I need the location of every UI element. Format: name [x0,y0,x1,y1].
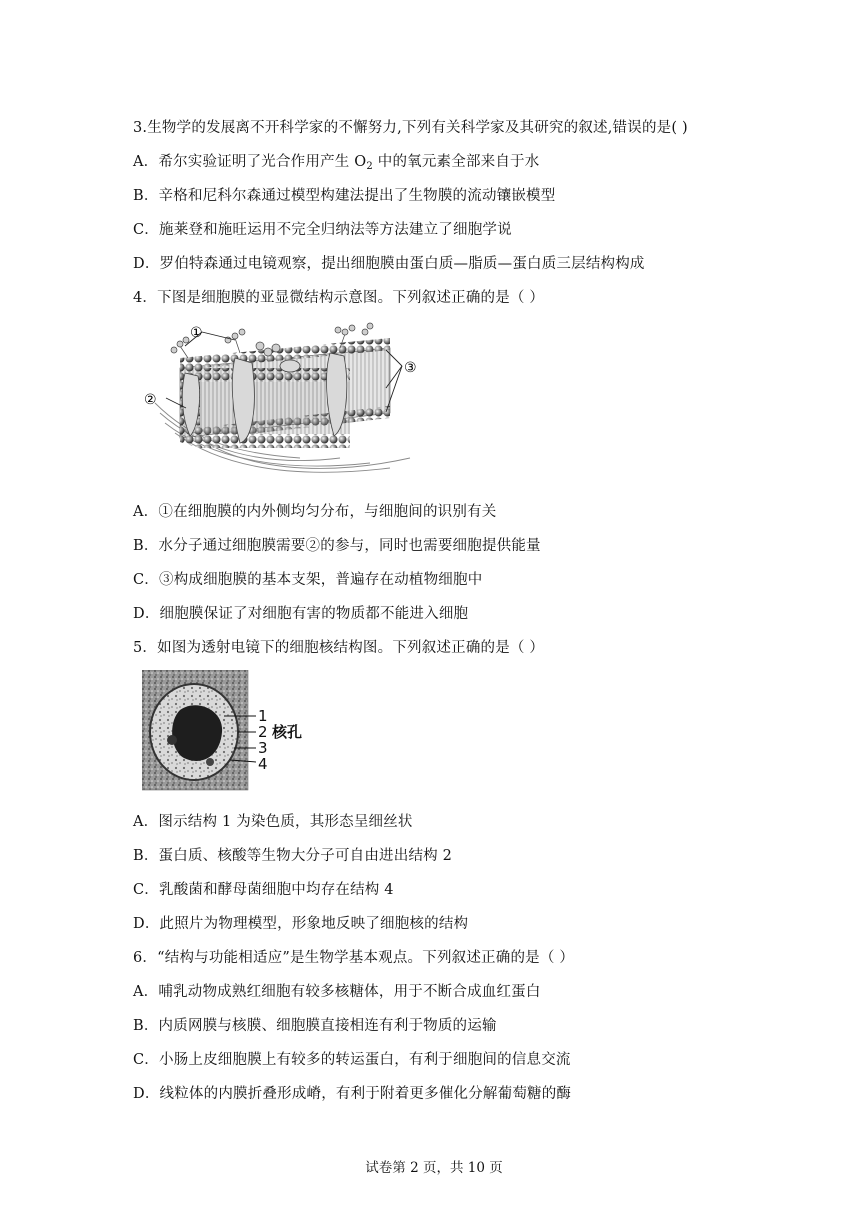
figure-label-4: 4 [258,755,268,773]
nucleus-micrograph [142,670,327,795]
question-4-option-b: B．水分子通过细胞膜需要②的参与，同时也需要细胞提供能量 [133,538,541,554]
question-4-stem: 4．下图是细胞膜的亚显微结构示意图。下列叙述正确的是（ ） [133,290,545,306]
question-5-option-c: C．乳酸菌和酵母菌细胞中均存在结构 4 [133,882,394,898]
question-5-option-d: D．此照片为物理模型，形象地反映了细胞核的结构 [133,916,469,932]
figure-label-1: ① [190,325,203,341]
question-6-option-b: B．内质网膜与核膜、细胞膜直接相连有利于物质的运输 [133,1018,497,1034]
subscript: 2 [366,161,373,172]
cell-membrane-diagram [140,318,440,483]
question-3-option-d: D．罗伯特森通过电镜观察，提出细胞膜由蛋白质—脂质—蛋白质三层结构构成 [133,256,645,272]
question-3-option-c: C．施莱登和施旺运用不完全归纳法等方法建立了细胞学说 [133,222,512,238]
figure-label-1: 1 [258,707,268,725]
question-5-option-a: A．图示结构 1 为染色质，其形态呈细丝状 [133,814,413,830]
question-6-stem: 6．“结构与功能相适应”是生物学基本观点。下列叙述正确的是（ ） [133,950,575,966]
option-text: 中的氧元素全部来自于水 [372,154,540,170]
figure-label-3: ③ [404,360,417,376]
question-6-option-a: A．哺乳动物成熟红细胞有较多核糖体，用于不断合成血红蛋白 [133,984,541,1000]
question-4-option-a: A．①在细胞膜的内外侧均匀分布，与细胞间的识别有关 [133,504,497,520]
page-footer: 试卷第 2 页，共 10 页 [365,1160,503,1176]
figure-label-nuclear-pore: 核孔 [272,723,303,741]
figure-label-2: 2 [258,723,268,741]
question-5-stem: 5．如图为透射电镜下的细胞核结构图。下列叙述正确的是（ ） [133,640,545,656]
question-4-option-d: D．细胞膜保证了对细胞有害的物质都不能进入细胞 [133,606,469,622]
figure-label-3: 3 [258,739,268,757]
figure-label-2: ② [144,392,157,408]
option-text: A．希尔实验证明了光合作用产生 O [133,154,367,170]
question-5-option-b: B．蛋白质、核酸等生物大分子可自由进出结构 2 [133,848,453,864]
question-3-option-a [133,150,539,172]
phospholipid-bilayer [180,338,390,448]
question-6-option-c: C．小肠上皮细胞膜上有较多的转运蛋白，有利于细胞间的信息交流 [133,1052,571,1068]
question-4-option-c: C．③构成细胞膜的基本支架，普遍存在动植物细胞中 [133,572,483,588]
question-3-stem: 3.生物学的发展离不开科学家的不懈努力,下列有关科学家及其研究的叙述,错误的是( ) [133,120,688,136]
question-6-option-d: D．线粒体的内膜折叠形成嵴，有利于附着更多催化分解葡萄糖的酶 [133,1086,572,1102]
question-3-option-b: B．辛格和尼科尔森通过模型构建法提出了生物膜的流动镶嵌模型 [133,188,556,204]
